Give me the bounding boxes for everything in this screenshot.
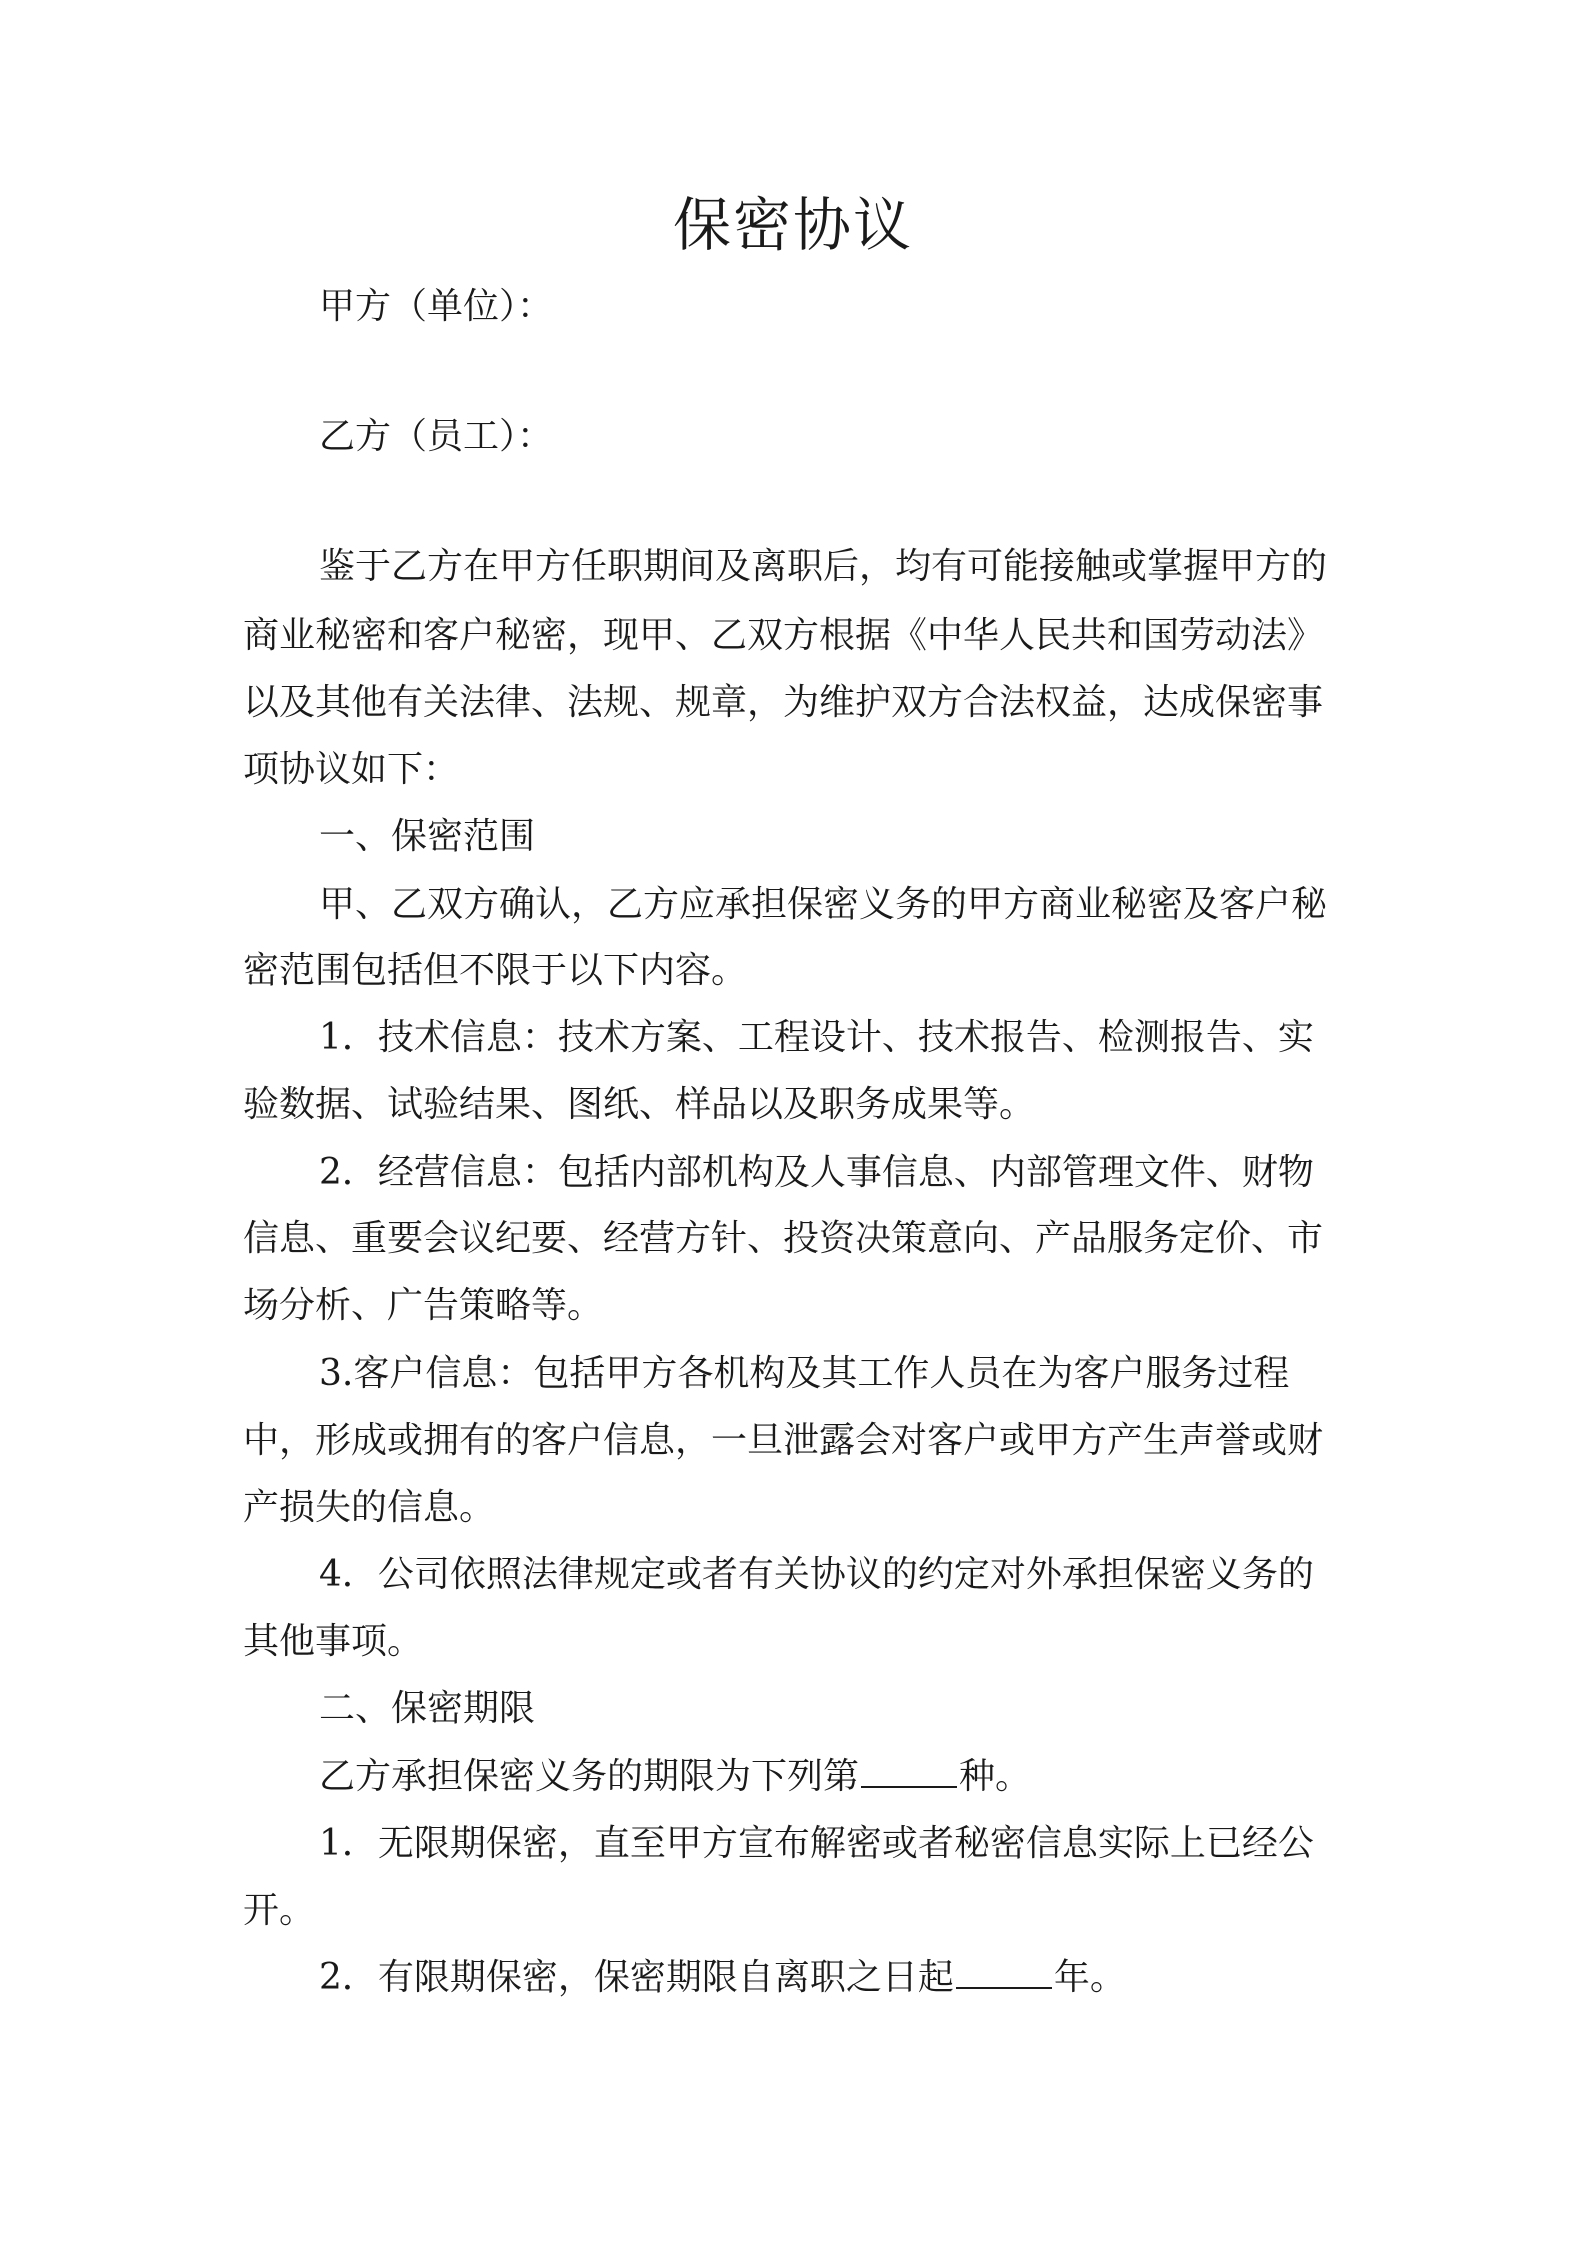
term-item-unlimited: 开。 <box>243 1890 316 1931</box>
document-title: 保密协议 <box>672 191 913 259</box>
term-intro-text: 乙方承担保密义务的期限为下列第 <box>319 1756 860 1797</box>
term-item-limited-suffix: 年。 <box>1053 1957 1126 1998</box>
term-item-limited <box>243 1953 1429 2003</box>
scope-item-customer: 3.客户信息：包括甲方各机构及其工作人员在为客户服务过程 <box>319 1353 1290 1394</box>
scope-item-other: 4．公司依照法律规定或者有关协议的约定对外承担保密义务的 <box>319 1554 1314 1595</box>
term-years-blank[interactable] <box>956 1957 1052 1989</box>
section-heading-scope: 一、保密范围 <box>319 816 536 857</box>
scope-item-customer: 中，形成或拥有的客户信息，一旦泄露会对客户或甲方产生声誉或财 <box>243 1420 1324 1461</box>
term-intro-suffix: 种。 <box>959 1756 1032 1797</box>
term-item-unlimited: 1．无限期保密，直至甲方宣布解密或者秘密信息实际上已经公 <box>319 1823 1314 1864</box>
scope-item-technical: 1．技术信息：技术方案、工程设计、技术报告、检测报告、实 <box>319 1017 1314 1058</box>
term-item-limited-text: 2．有限期保密，保密期限自离职之日起 <box>319 1957 954 1998</box>
scope-intro-line: 甲、乙双方确认，乙方应承担保密义务的甲方商业秘密及客户秘 <box>319 884 1328 925</box>
term-intro <box>243 1752 1429 1802</box>
scope-item-technical: 验数据、试验结果、图纸、样品以及职务成果等。 <box>243 1084 1036 1125</box>
preamble-line: 商业秘密和客户秘密，现甲、乙双方根据《中华人民共和国劳动法》 <box>243 615 1324 656</box>
preamble-line: 鉴于乙方在甲方任职期间及离职后，均有可能接触或掌握甲方的 <box>319 546 1328 587</box>
scope-item-business: 场分析、广告策略等。 <box>243 1285 604 1326</box>
preamble-line: 以及其他有关法律、法规、规章，为维护双方合法权益，达成保密事 <box>243 682 1324 723</box>
scope-item-business: 信息、重要会议纪要、经营方针、投资决策意向、产品服务定价、市 <box>243 1218 1324 1259</box>
party-a-label: 甲方（单位）： <box>319 286 554 327</box>
section-heading-term: 二、保密期限 <box>319 1688 536 1729</box>
scope-item-other: 其他事项。 <box>243 1621 424 1662</box>
term-choice-blank[interactable] <box>861 1756 957 1788</box>
preamble-line: 项协议如下： <box>243 749 460 790</box>
scope-intro-line: 密范围包括但不限于以下内容。 <box>243 950 748 991</box>
scope-item-business: 2．经营信息：包括内部机构及人事信息、内部管理文件、财物 <box>319 1152 1314 1193</box>
scope-item-customer: 产损失的信息。 <box>243 1487 496 1528</box>
party-b-label: 乙方（员工）： <box>319 416 554 457</box>
